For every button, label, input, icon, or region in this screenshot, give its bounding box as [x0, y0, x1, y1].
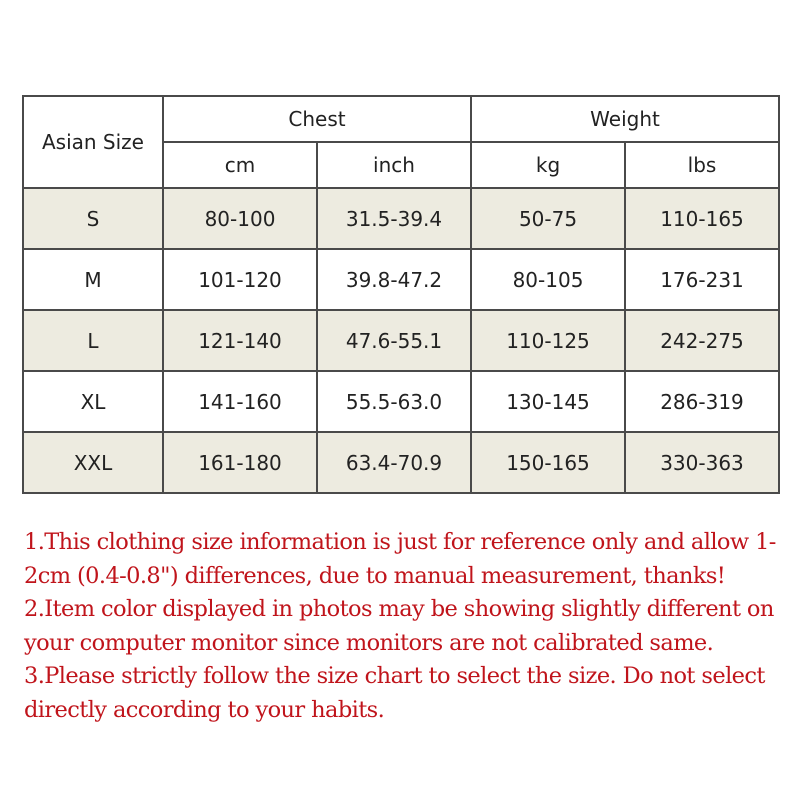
chest-inch-cell: 47.6-55.1: [317, 310, 471, 371]
weight-kg-cell: 130-145: [471, 371, 625, 432]
chest-inch-cell: 31.5-39.4: [317, 188, 471, 249]
weight-header: Weight: [471, 96, 779, 142]
unit-header-inch: inch: [317, 142, 471, 188]
weight-lbs-cell: 286-319: [625, 371, 779, 432]
chest-cm-cell: 141-160: [163, 371, 317, 432]
size-cell: S: [23, 188, 163, 249]
size-cell: M: [23, 249, 163, 310]
unit-header-cm: cm: [163, 142, 317, 188]
weight-kg-cell: 50-75: [471, 188, 625, 249]
table-row: [23, 310, 779, 371]
chest-cm-cell: 121-140: [163, 310, 317, 371]
unit-header-lbs: lbs: [625, 142, 779, 188]
size-cell: L: [23, 310, 163, 371]
table-row: [23, 188, 779, 249]
chest-cm-cell: 80-100: [163, 188, 317, 249]
size-cell: XXL: [23, 432, 163, 493]
chest-inch-cell: 55.5-63.0: [317, 371, 471, 432]
table-header-row-groups: [23, 96, 779, 142]
note-3: 3.Please strictly follow the size chart to select the size. Do not select directly according to your habits.: [24, 663, 765, 723]
note-2: 2.Item color displayed in photos may be showing slightly different on your computer monitor since monitors are not calibrated same.: [24, 596, 774, 656]
unit-header-kg: kg: [471, 142, 625, 188]
weight-kg-cell: 150-165: [471, 432, 625, 493]
table-row: [23, 249, 779, 310]
weight-lbs-cell: 330-363: [625, 432, 779, 493]
table-row: [23, 371, 779, 432]
size-chart-table: [22, 95, 780, 494]
weight-lbs-cell: 242-275: [625, 310, 779, 371]
weight-kg-cell: 110-125: [471, 310, 625, 371]
table-row: [23, 432, 779, 493]
chest-inch-cell: 39.8-47.2: [317, 249, 471, 310]
note-1: 1.This clothing size information is just for reference only and allow 1-2cm (0.4-0.8") differences, due to manual measurement, thanks!: [24, 529, 776, 589]
weight-kg-cell: 80-105: [471, 249, 625, 310]
size-notes: [24, 526, 794, 727]
chest-cm-cell: 161-180: [163, 432, 317, 493]
asian-size-header: Asian Size: [23, 96, 163, 188]
weight-lbs-cell: 176-231: [625, 249, 779, 310]
chest-cm-cell: 101-120: [163, 249, 317, 310]
chest-inch-cell: 63.4-70.9: [317, 432, 471, 493]
weight-lbs-cell: 110-165: [625, 188, 779, 249]
chest-header: Chest: [163, 96, 471, 142]
size-cell: XL: [23, 371, 163, 432]
